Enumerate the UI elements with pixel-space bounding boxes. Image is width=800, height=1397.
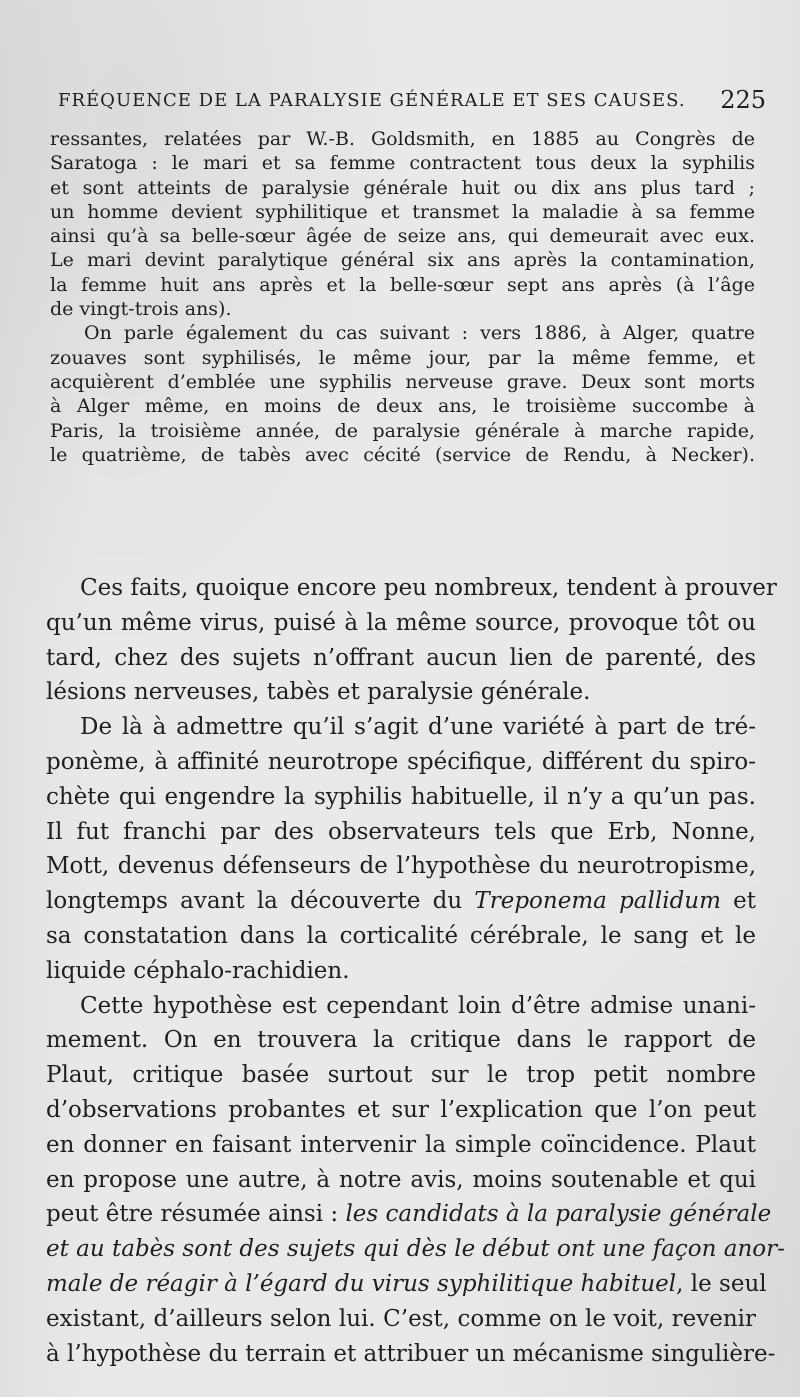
small-text-line: Le mari devint paralytique général six ans après la contamination, xyxy=(50,249,755,272)
small-text-line: Paris, la troisième année, de paralysie générale à marche rapide, xyxy=(50,419,755,442)
small-text-line: acquièrent d’emblée une syphilis nerveuse grave. Deux sont morts xyxy=(50,370,755,393)
paragraph-line: tard, chez des sujets n’offrant aucun lien de parenté, des xyxy=(46,644,756,671)
paragraph-line: d’observations probantes et sur l’explication que l’on peut xyxy=(46,1096,756,1123)
text-fragment: peut être résumée ainsi : xyxy=(46,1201,346,1228)
text-fragment: longtemps avant la découverte du xyxy=(46,888,475,915)
paragraph-line: De là à admettre qu’il s’agit d’une variété à part de tré- xyxy=(80,714,756,741)
paragraph-line xyxy=(46,1267,767,1302)
small-text-line: la femme huit ans après et la belle-sœur sept ans après (à l’âge xyxy=(50,273,755,296)
paragraph-line: ponème, à affinité neurotrope spécifique, différent du spiro- xyxy=(46,748,756,775)
paragraph-line: Il fut franchi par des observateurs tels que Erb, Nonne, xyxy=(46,818,756,845)
paragraph-line: mement. On en trouvera la critique dans le rapport de xyxy=(46,1027,756,1054)
small-text-line: à Alger même, en moins de deux ans, le troisième succombe à xyxy=(50,395,755,418)
small-text-line: zouaves sont syphilisés, le même jour, par la même femme, et xyxy=(50,346,755,369)
paragraph-line: existant, d’ailleurs selon lui. C’est, comme on le voit, revenir xyxy=(46,1305,756,1332)
running-head: FRÉQUENCE DE LA PARALYSIE GÉNÉRALE ET SES CAUSES. xyxy=(58,90,686,111)
main-text-section xyxy=(46,571,785,1371)
paragraph-line: en propose une autre, à notre avis, moins soutenable et qui xyxy=(46,1166,756,1193)
paragraph-line: Cette hypothèse est cependant loin d’être admise unani- xyxy=(80,992,756,1019)
small-text-line: ressantes, relatées par W.-B. Goldsmith, en 1885 au Congrès de xyxy=(50,128,755,150)
italic-passage: male de réagir à l’égard du virus syphilitique habituel xyxy=(46,1270,677,1297)
paragraph-line: chète qui engendre la syphilis habituelle, il n’y a qu’un pas. xyxy=(46,783,756,810)
small-text-line: Saratoga : le mari et sa femme contractent tous deux la syphilis xyxy=(50,152,755,175)
italic-passage: les candidats à la paralysie générale xyxy=(345,1201,772,1228)
small-text-line: de vingt-trois ans). xyxy=(50,298,232,321)
small-text-line: et sont atteints de paralysie générale huit ou dix ans plus tard ; xyxy=(50,176,755,199)
paragraph-line xyxy=(46,884,756,919)
paragraph-line: à l’hypothèse du terrain et attribuer un mécanisme singulière- xyxy=(46,1340,776,1367)
text-fragment: , le seul xyxy=(676,1270,767,1297)
text-fragment: et xyxy=(720,888,756,915)
paragraph-line: en donner en faisant intervenir la simple coïncidence. Plaut xyxy=(46,1131,756,1158)
small-print-section xyxy=(50,127,755,467)
paragraph-line: lésions nerveuses, tabès et paralysie générale. xyxy=(46,679,591,706)
paragraph-line xyxy=(46,1197,772,1232)
paragraph-line: Ces faits, quoique encore peu nombreux, tendent à prouver xyxy=(80,575,777,601)
small-text-line: un homme devient syphilitique et transmet la maladie à sa femme xyxy=(50,200,755,223)
paragraph-line: qu’un même virus, puisé à la même source, provoque tôt ou xyxy=(46,609,756,636)
small-text-line: ainsi qu’à sa belle-sœur âgée de seize ans, qui demeurait avec eux. xyxy=(50,225,755,248)
paragraph-line: Plaut, critique basée surtout sur le trop petit nombre xyxy=(46,1062,756,1089)
page-number: 225 xyxy=(720,86,766,114)
paragraph-line: sa constatation dans la corticalité cérébrale, le sang et le xyxy=(46,922,756,949)
paragraph-line: Mott, devenus défenseurs de l’hypothèse du neurotropisme, xyxy=(46,853,756,880)
small-text-line: le quatrième, de tabès avec cécité (service de Rendu, à Necker). xyxy=(50,443,755,466)
small-text-line: On parle également du cas suivant : vers 1886, à Alger, quatre xyxy=(84,322,755,345)
italic-term: Treponema pallidum xyxy=(474,888,721,915)
italic-line: et au tabès sont des sujets qui dès le début ont une façon anor- xyxy=(46,1236,785,1263)
paragraph-line: liquide céphalo-rachidien. xyxy=(46,957,350,984)
page-header xyxy=(58,86,766,116)
